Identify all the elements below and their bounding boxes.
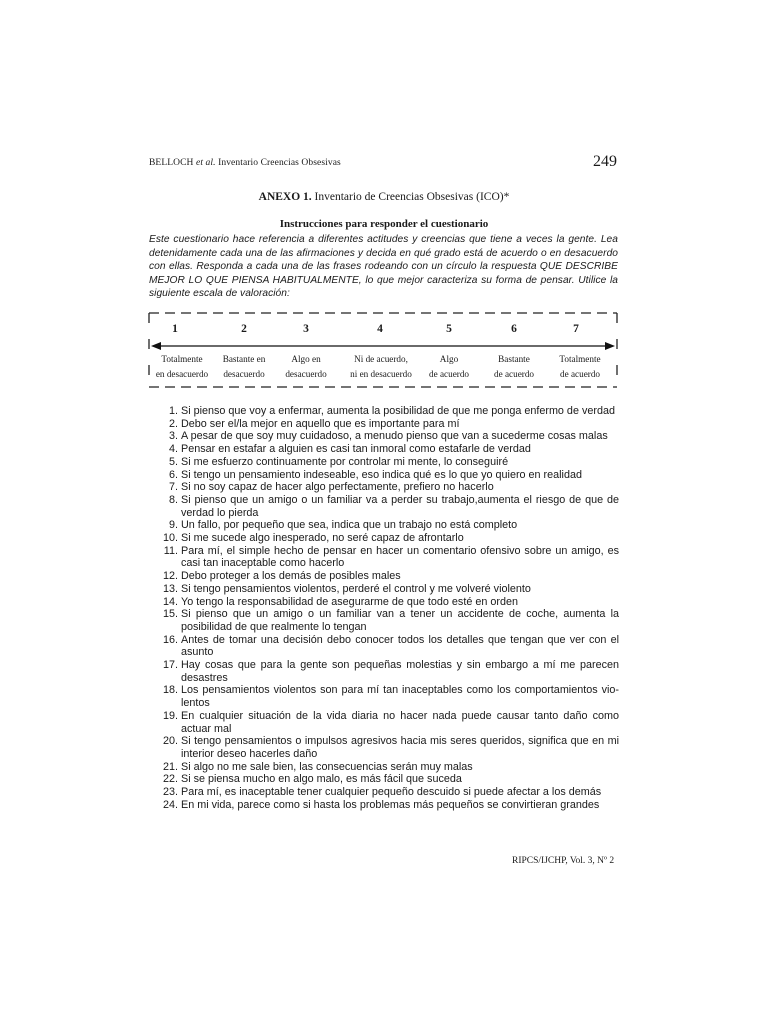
scale-label-line1: Ni de acuerdo,: [354, 354, 408, 364]
scale-label-line1: Totalmente: [161, 354, 203, 364]
item-text: A pesar de que soy muy cuidadoso, a menudo pienso que van a sucederme cosas malas: [181, 430, 608, 443]
item-number: 9.: [168, 519, 178, 532]
item-number: 2.: [168, 417, 178, 430]
item-number: 15.: [162, 608, 178, 621]
item-text: Yo tengo la responsabilidad de asegurarme de que todo esté en orden: [181, 595, 518, 608]
list-item: [149, 761, 619, 774]
item-number: 14.: [162, 595, 178, 608]
list-item: [149, 583, 619, 596]
scale-label-2: [223, 352, 266, 382]
scale-label-line1: Bastante en: [222, 354, 266, 364]
scale-label-line2: desacuerdo: [223, 369, 265, 379]
item-text: En mi vida, parece como si hasta los problemas más pequeños se convirtieran grandes: [181, 798, 600, 811]
list-item: [149, 710, 619, 735]
list-item: [149, 596, 619, 609]
item-number: 23.: [162, 786, 178, 799]
item-number: 22.: [162, 773, 178, 786]
item-text: Si pienso que un amigo o un familiar van a tener un accidente de coche, aumenta la posibilidad de que realmente lo tengan: [181, 608, 619, 633]
item-text: Para mí, es inaceptable tener cualquier pequeño descuido si puede afectar a los demás: [181, 786, 602, 799]
list-item: [149, 773, 619, 786]
scale-value-3: 3: [303, 323, 309, 335]
item-text: Si tengo pensamientos o impulsos agresivos hacia mis seres queridos, significa que en mi interior deseo hacerles daño: [181, 735, 619, 760]
list-item: [149, 405, 619, 418]
list-item: [149, 532, 619, 545]
item-text: Debo ser el/la mejor en aquello que es importante para mí: [181, 417, 460, 430]
scale-label-1: [156, 352, 208, 382]
item-number: 6.: [168, 468, 178, 481]
item-text: Si pienso que un amigo o un familiar va a perder su trabajo,aumenta el riesgo de que de verdad lo pierda: [181, 493, 619, 519]
scale-label-line2: de acuerdo: [493, 369, 535, 379]
list-item: [149, 430, 619, 443]
list-item: [149, 545, 619, 570]
scale-label-line1: Algo en: [291, 354, 321, 364]
item-text: Un fallo, por pequeño que sea, indica que un trabajo no está completo: [181, 519, 518, 532]
item-text: Si tengo un pensamiento indeseable, eso indica qué es lo que yo quiero en realidad: [181, 468, 582, 481]
list-item: [149, 456, 619, 469]
annex-heading: [0, 191, 768, 203]
instructions-title: Instrucciones para responder el cuestionario: [279, 218, 489, 230]
item-text: Si tengo pensamientos violentos, perderé el control y me volveré violento: [181, 582, 531, 595]
scale-label-3: [285, 352, 326, 382]
scale-label-line2: en desacuerdo: [155, 369, 209, 379]
list-item: [149, 608, 619, 633]
header-title: Inventario Creencias Obsesivas: [218, 158, 341, 168]
scale-value-4: 4: [377, 323, 383, 335]
item-number: 3.: [168, 430, 178, 443]
list-item: [149, 494, 619, 519]
item-text: Si no soy capaz de hacer algo perfectamente, prefiero no hacerlo: [181, 481, 494, 494]
intro-paragraph: [149, 233, 618, 301]
scale-label-7: [559, 352, 600, 382]
scale-value-7: 7: [573, 323, 579, 335]
item-text: Si pienso que voy a enfermar, aumenta la posibilidad de que me ponga enfermo de verdad: [181, 405, 615, 417]
item-text: Hay cosas que para la gente son pequeñas molestias y sin embargo a mí me parecen desastres: [181, 659, 619, 684]
intro-text-part1: Este cuestionario hace referencia a diferentes actitudes y creencias que tiene a veces la gente. Lea detenidamente cada una de las afirmaciones y decida en qué grado está de acuerdo o en desacuerdo con ellas. Responda a cada una de las frases rodeando con un círculo la respuesta: [149, 234, 618, 273]
item-text: Si se piensa mucho en algo malo, es más fácil que suceda: [181, 773, 462, 786]
list-item: [149, 684, 619, 709]
item-number: 12.: [162, 570, 178, 583]
item-text: Si me sucede algo inesperado, no seré capaz de afrontarlo: [181, 532, 464, 545]
questionnaire-items: [149, 405, 619, 812]
item-text: Los pensamientos violentos son para mí tan inaceptables como los comportamientos vio-lentos: [181, 684, 619, 710]
item-number: 18.: [162, 684, 178, 697]
scale-value-6: 6: [511, 323, 517, 335]
scale-label-line1: Totalmente: [559, 354, 601, 364]
list-item: [149, 418, 619, 431]
page-number: 249: [593, 153, 617, 170]
item-number: 5.: [168, 455, 178, 468]
scale-label-line2: de acuerdo: [559, 369, 601, 379]
item-number: 10.: [162, 532, 178, 545]
scale-value-5: 5: [446, 323, 452, 335]
annex-title: Inventario de Creencias Obsesivas (ICO)*: [314, 191, 510, 203]
list-item: [149, 799, 619, 812]
scale-label-line2: desacuerdo: [285, 369, 327, 379]
item-number: 16.: [162, 633, 178, 646]
scale-label-6: [494, 352, 534, 382]
list-item: [149, 786, 619, 799]
list-item: [149, 570, 619, 583]
arrow-left-head: [151, 342, 161, 350]
annex-label: ANEXO 1.: [258, 191, 312, 203]
item-text: Antes de tomar una decisión debo conocer todos los detalles que tengan que ver con el asunto: [181, 633, 619, 659]
list-item: [149, 469, 619, 482]
scale-label-line2: de acuerdo: [428, 369, 470, 379]
item-text: Pensar en estafar a alguien es casi tan inmoral como estafarle de verdad: [181, 443, 531, 456]
item-text: Para mí, el simple hecho de pensar en hacer un comentario ofensivo sobre un amigo, es casi tan inaceptable como hacerlo: [181, 544, 619, 570]
item-number: 8.: [168, 493, 178, 506]
item-text: Si algo no me sale bien, las consecuencias serán muy malas: [181, 760, 473, 773]
scale-label-5: [429, 352, 469, 382]
item-number: 20.: [162, 735, 178, 748]
list-item: [149, 659, 619, 684]
intro-text-part2: , lo que mejor caracteriza su forma de pensar. Utilice la siguiente escala de valoración:: [149, 274, 618, 300]
list-item: [149, 481, 619, 494]
item-number: 4.: [168, 443, 178, 456]
list-item: [149, 519, 619, 532]
list-item: [149, 634, 619, 659]
item-text: Si me esfuerzo continuamente por controlar mi mente, lo conseguiré: [181, 455, 509, 468]
scale-value-2: 2: [241, 323, 247, 335]
running-header: [149, 158, 341, 168]
intro-emphasis: QUE DESCRIBE MEJOR LO QUE PIENSA HABITUALMENTE: [149, 261, 619, 286]
item-text: En cualquier situación de la vida diaria no hacer nada puede causar tanto daño como actuar mal: [181, 709, 619, 735]
item-number: 19.: [162, 709, 178, 722]
journal-footer: RIPCS/IJCHP, Vol. 3, Nº 2: [512, 856, 615, 866]
item-number: 7.: [168, 481, 178, 494]
item-text: Debo proteger a los demás de posibles males: [181, 570, 401, 583]
list-item: [149, 443, 619, 456]
item-number: 11.: [163, 544, 178, 557]
scale-label-line1: Algo: [439, 354, 459, 364]
scale-label-line2: ni en desacuerdo: [350, 369, 412, 379]
scale-value-1: 1: [172, 323, 178, 335]
item-number: 1.: [168, 405, 178, 417]
scale-label-4: [350, 352, 412, 382]
arrow-right-head: [605, 342, 615, 350]
item-number: 21.: [162, 760, 178, 773]
item-number: 24.: [162, 798, 178, 811]
scale-label-line1: Bastante: [498, 354, 530, 364]
item-number: 17.: [162, 659, 178, 672]
item-number: 13.: [162, 582, 178, 595]
header-etal: et al.: [196, 158, 216, 168]
header-author: BELLOCH: [149, 158, 194, 168]
list-item: [149, 735, 619, 760]
